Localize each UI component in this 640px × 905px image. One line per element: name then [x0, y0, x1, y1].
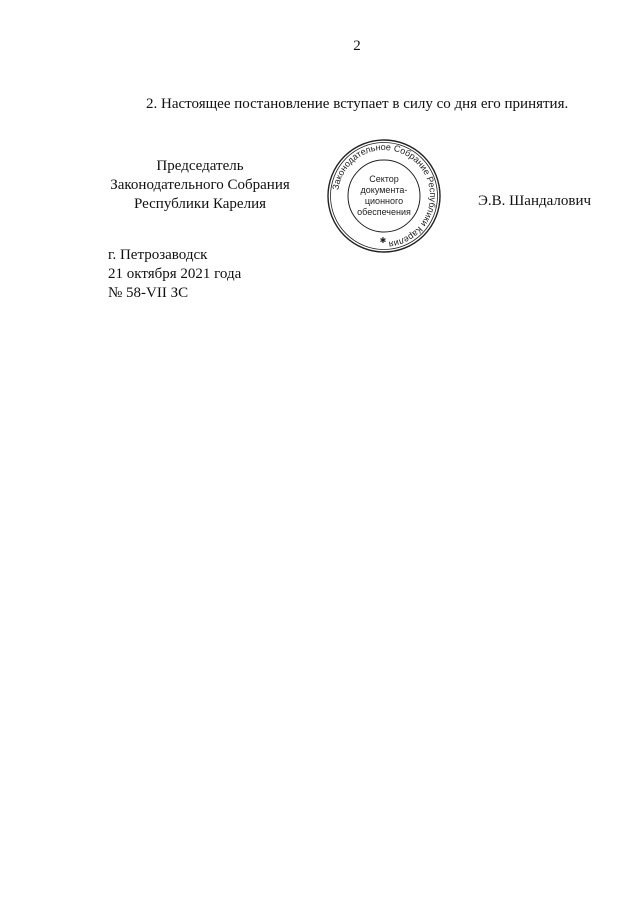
- signer-title-line-1: Председатель: [156, 158, 244, 174]
- stamp-seal-icon: [326, 138, 442, 254]
- official-stamp: [326, 138, 442, 254]
- stamp-star-icon: ✱: [379, 236, 387, 245]
- stamp-center-line-3: ционного: [364, 196, 404, 206]
- stamp-center-line-2: документа-: [360, 185, 408, 195]
- page-number: 2: [353, 38, 361, 54]
- footer-city: г. Петрозаводск: [108, 247, 208, 263]
- signer-title: [100, 157, 300, 214]
- footer-number: № 58-VII ЗС: [108, 285, 189, 301]
- footer-date: 21 октября 2021 года: [108, 266, 242, 282]
- stamp-center-line-4: обеспечения: [357, 207, 411, 217]
- document-footer: [108, 246, 241, 303]
- stamp-center-line-1: Сектор: [369, 174, 399, 184]
- signer-title-line-3: Республики Карелия: [133, 196, 267, 212]
- resolution-paragraph: 2. Настоящее постановление вступает в силу со дня его принятия.: [146, 96, 569, 112]
- signer-name: Э.В. Шандалович: [478, 193, 592, 209]
- stamp-ring-textpath: Законодательное Собрание Республики Карелия: [330, 141, 439, 250]
- signer-title-line-2: Законодательного Собрания: [110, 177, 290, 193]
